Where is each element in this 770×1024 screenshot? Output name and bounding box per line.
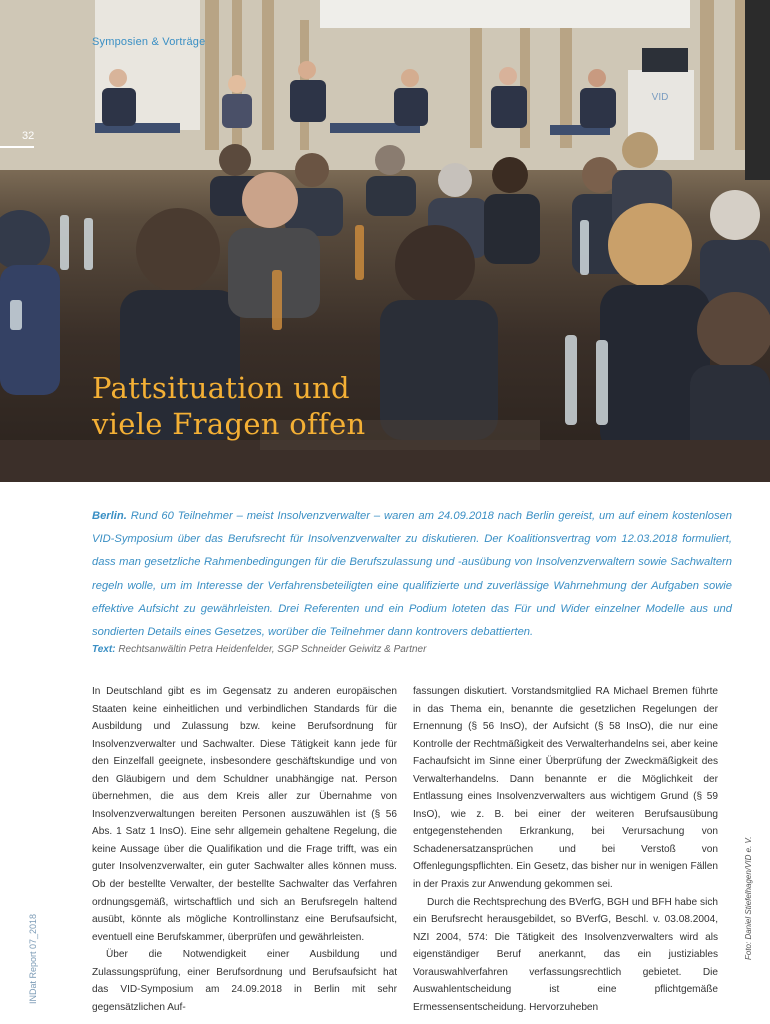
photo-credit: Foto: Daniel Stiefelhagen/VID e. V. xyxy=(744,836,753,960)
page-number: 32 xyxy=(22,130,35,142)
body-column-right xyxy=(413,683,718,1016)
byline-label: Text: xyxy=(92,644,116,655)
body-paragraph: In Deutschland gibt es im Gegensatz zu anderen europäischen Staaten keine einheitlichen und verbindlichen Standards für die Ausbildung und Zulassung bzw. keine Berufsordnung für Insolvenzverwalter und Sachwalter. Diese Tätigkeit kann jede für den Einzelfall geeignete, insbesondere geschäftskundige und von den Gläubigern und dem Schuldner unabhängige nat. Person übernehmen, die aus dem Kreis aller zur Übernahme von Insolvenzverwaltungen bereiten Personen auszuwählen ist (§ 56 Abs. 1 Satz 1 InsO). Eine sehr allgemein gehaltene Regelung, die keine Aussage über die Qualifikation und die Frage trifft, was ein guter Insolvenzverwalter, ein guter Sachwalter alles können muss. Ob der bestellte Verwalter, der bestellte Sachwalter das Verfahren ordnungsgemäß, wirtschaftlich und sich an Berufsregeln haltend ausübt, könnte als mögliche Kontrollinstanz eine Berufsaufsicht, eventuell eine Berufskammer, überprüfen und gewährleisten. xyxy=(92,686,397,943)
body-paragraph: fassungen diskutiert. Vorstandsmitglied RA Michael Bremen führte in das Thema ein, benannte die gesetzlichen Regelungen der Ernennung (§ 56 InsO), der Aufsicht (§ 58 InsO), die nur eine Kontrolle der Rechtmäßigkeit des Verwalterhandelns sei, aber keine Fachaufsicht im Sinne einer Überprüfung der Zweckmäßigkeit des Verwalterhandelns. Dann benannte er die Möglichkeit der Entlassung eines Insolvenzverwalters aus wichtigem Grund (§ 59 InsO), wie z. B. bei einer der weiteren Berufsausübung entgegenstehenden Erkrankung, bei Verursachung von Schadenersatzansprüchen und bei Verstoß von Offenlegungspflichten. Ein Gesetz, das bisher nur in wenigen Fällen in der Praxis zur Anwendung gekommen sei. xyxy=(413,686,718,891)
article-byline xyxy=(92,644,732,655)
lead-text: Rund 60 Teilnehmer – meist Insolvenzverwalter – waren am 24.09.2018 nach Berlin gereist, um auf einem kostenlosen VID-Symposium über das Berufsrecht für Insolvenzverwalter zu diskutieren. Der Koalitionsvertrag vom 12.03.2018 formuliert, dass man gesetzliche Rahmenbedingungen für die Berufszulassung und -ausübung von Insolvenzverwaltern sowie Sachwaltern regeln wolle, um im Interesse der Verfahrensbeteiligten eine qualifizierte und zuverlässige Wahrnehmung der Aufgaben sowie effektive Aufsicht zu gewährleisten. Drei Referenten und ein Podium loteten das Für und Wider einzelner Modelle aus und sondierten Details eines Gesetzes, worüber die Teilnehmer dann kontrovers debattierten. xyxy=(92,510,732,639)
body-paragraph: Über die Notwendigkeit einer Ausbildung und Zulassungsprüfung, einer Berufsordnung und Berufsaufsicht hat das VID-Symposium am 24.09.2018 in Berlin mit sehr gegensätzlichen Auf- xyxy=(92,949,397,1013)
journal-reference: INDat Report 07_2018 xyxy=(28,913,38,1004)
article-title-line-1: Pattsituation und xyxy=(92,371,350,405)
body-paragraph: Durch die Rechtsprechung des BVerfG, BGH und BFH habe sich ein Berufsrecht herausgebildet, so BVerfG, Beschl. v. 03.08.2004, NZI 2004, 574: Die Tätigkeit des Insolvenzverwalters wird als eigenständiger Beruf anerkannt, das ein justiziables Vorauswahlverfahren verfassungsrechtlich gebietet. Die Auswahlentscheidung ist eine pflichtgemäße Ermessensentscheidung. Hervorzuheben xyxy=(413,896,718,1013)
article-title-line-2: viele Fragen offen xyxy=(92,407,366,441)
body-column-left xyxy=(92,683,397,1016)
lead-dateline: Berlin. xyxy=(92,510,127,522)
conference-photo xyxy=(0,0,770,482)
article-title xyxy=(92,370,452,442)
byline-author: Rechtsanwältin Petra Heidenfelder, SGP Schneider Geiwitz & Partner xyxy=(118,644,427,655)
section-label: Symposien & Vorträge xyxy=(92,36,206,48)
page-number-rule xyxy=(0,146,34,148)
podium-sign: VID xyxy=(651,92,669,103)
article-lead xyxy=(92,505,732,644)
